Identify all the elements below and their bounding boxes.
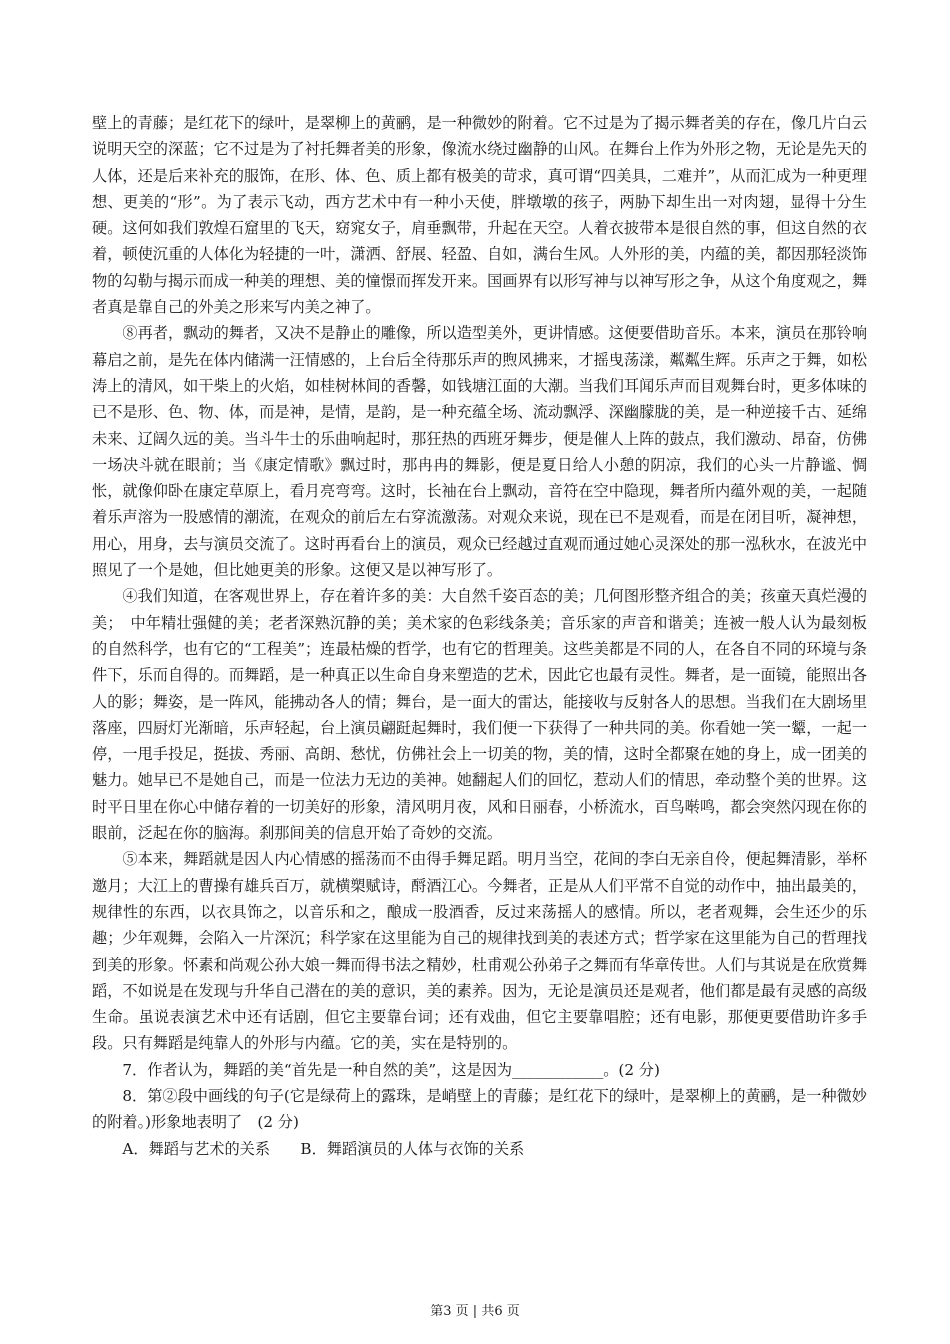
paragraph-4: ④我们知道，在客观世界上，存在着许多的美：大自然千姿百态的美；几何图形整齐组合的美；孩童天真烂漫的美； 中年精壮强健的美；老者深熟沉静的美；美术家的色彩线条美；音乐家的声音和谐美；连被一般人认为最刻板的自然科学，也有它的“工程美”；连最枯燥的哲学，也有它的哲理美。这些美都是不同的人，在各自不同的环境与条件下，乐而自得的。而舞蹈，是一种真正以生命自身来塑造的艺术，因此它也最有灵性。舞者，是一面镜，能照出各人的影；舞姿，是一阵风，能拂动各人的情；舞台，是一面大的雷达，能接收与反射各人的思想。当我们在大剧场里落座，四厨灯光渐暗，乐声轻起，台上演员翩跹起舞时，我们便一下获得了一种共同的美。你看她一笑一颦，一起一停，一甩手投足，挺拔、秀丽、高朗、愁忧，仿佛社会上一切美的物，美的情，这时全都聚在她的身上，成一团美的魅力。她早已不是她自己，而是一位法力无边的美神。她翻起人们的回忆，惹动人们的情思，牵动整个美的世界。这时平日里在你心中储存着的一切美好的形象，清风明月夜，风和日丽春，小桥流水，百鸟啭鸣，都会突然闪现在你的眼前，泛起在你的脑海。刹那间美的信息开始了奇妙的交流。 [92, 587, 867, 843]
paragraph-5: ⑤本来，舞蹈就是因人内心情感的摇荡而不由得手舞足蹈。明月当空，花间的李白无亲自伶，便起舞清影，举杯邀月；大江上的曹操有雄兵百万，就横槊赋诗，酹酒江心。今舞者，正是从人们平常不自觉的动作中，抽出最美的，规律性的东西，以衣具饰之，以音乐和之，酿成一股酒香，反过来荡摇人的感情。所以，老者观舞，会生还少的乐趣；少年观舞，会陷入一片深沉；科学家在这里能为自己的规律找到美的表述方式；哲学家在这里能为自己的哲理找到美的形象。怀素和尚观公孙大娘一舞而得书法之精妙，杜甫观公孙弟子之舞而有华章传世。人们与其说是在欣赏舞蹈，不如说是在发现与升华自己潜在的美的意识，美的素养。因为，无论是演员还是观者，他们都是最有灵感的高级生命。虽说表演艺术中还有话剧，但它主要靠台词；还有戏曲，但它主要靠唱腔；还有电影，那便更要借助许多手段。只有舞蹈是纯靠人的外形与内蕴。它的美，实在是特别的。 [92, 850, 867, 1053]
question-7: 7．作者认为，舞蹈的美“首先是一种自然的美”，这是因为____________。(2 分) [122, 1060, 660, 1079]
question-8-options: A．舞蹈与艺术的关系 B．舞蹈演员的人体与衣饰的关系 [122, 1139, 525, 1158]
question-8: 8．第②段中画线的句子(它是绿荷上的露珠，是峭壁上的青藤；是红花下的绿叶，是翠柳上的黄鹂，是一种微妙的附着。)形象地表明了 (2 分) [92, 1086, 867, 1132]
paragraph-2-continued: 壁上的青藤；是红花下的绿叶，是翠柳上的黄鹂，是一种微妙的附着。它不过是为了揭示舞者美的存在，像几片白云说明天空的深蓝；它不过是为了衬托舞者美的形象，像流水绕过幽静的山风。在舞台上作为外形之物，无论是先天的人体，还是后来补充的服饰，在形、体、色、质上都有极美的苛求，真可谓“四美具，二难并”，从而汇成为一种更理想、更美的“形”。为了表示飞动，西方艺术中有一种小天使，胖墩墩的孩子，两胁下却生出一对肉翅，显得十分生硬。这何如我们敦煌石窟里的飞天，窈窕女子，肩垂飘带，升起在天空。人着衣披带本是很自然的事，但这自然的衣着，顿使沉重的人体化为轻捷的一叶，潇洒、舒展、轻盈、自如，满台生风。人外形的美，内蕴的美，都因那轻淡饰物的勾勒与揭示而成一种美的理想、美的憧憬而挥发开来。国画界有以形写神与以神写形之争，从这个角度观之，舞者真是靠自己的外美之形来写内美之神了。 [92, 114, 867, 317]
paragraph-3: ⑧再者，飘动的舞者，又决不是静止的雕像，所以造型美外，更讲情感。这便要借助音乐。本来，演员在那铃响幕启之前，是先在体内储满一汪情感的，上台后全待那乐声的煦风拂来，才摇曳荡漾，粼粼生辉。乐声之于舞，如松涛上的清风，如干柴上的火焰，如桂树林间的香馨，如钱塘江面的大潮。当我们耳闻乐声而目观舞台时，更多体味的已不是形、色、物、体，而是神，是情，是韵，是一种充蕴全场、流动飘浮、深幽朦胧的美，是一种逆接千古、延绵未来、辽阔久远的美。当斗牛士的乐曲响起时，那狂热的西班牙舞步，便是催人上阵的鼓点，我们激动、昂奋，仿佛一场决斗就在眼前；当《康定情歌》飘过时，那冉冉的舞影，便是夏日给人小憩的阴凉，我们的心头一片静谧、惆怅，就像仰卧在康定草原上，看月亮弯弯。这时，长袖在台上飘动，音符在空中隐现，舞者所内蕴外观的美，一起随着乐声溶为一股感情的潮流，在观众的前后左右穿流激荡。对观众来说，现在已不是观看，而是在闭目听，凝神想，用心，用身，去与演员交流了。这时再看台上的演员，观众已经越过直观而通过她心灵深处的那一泓秋水，在波光中照见了一个是她，但比她更美的形象。这便又是以神写形了。 [92, 324, 867, 580]
article-body [92, 110, 867, 1162]
page-footer: 第3 页 | 共6 页 [430, 1304, 520, 1319]
